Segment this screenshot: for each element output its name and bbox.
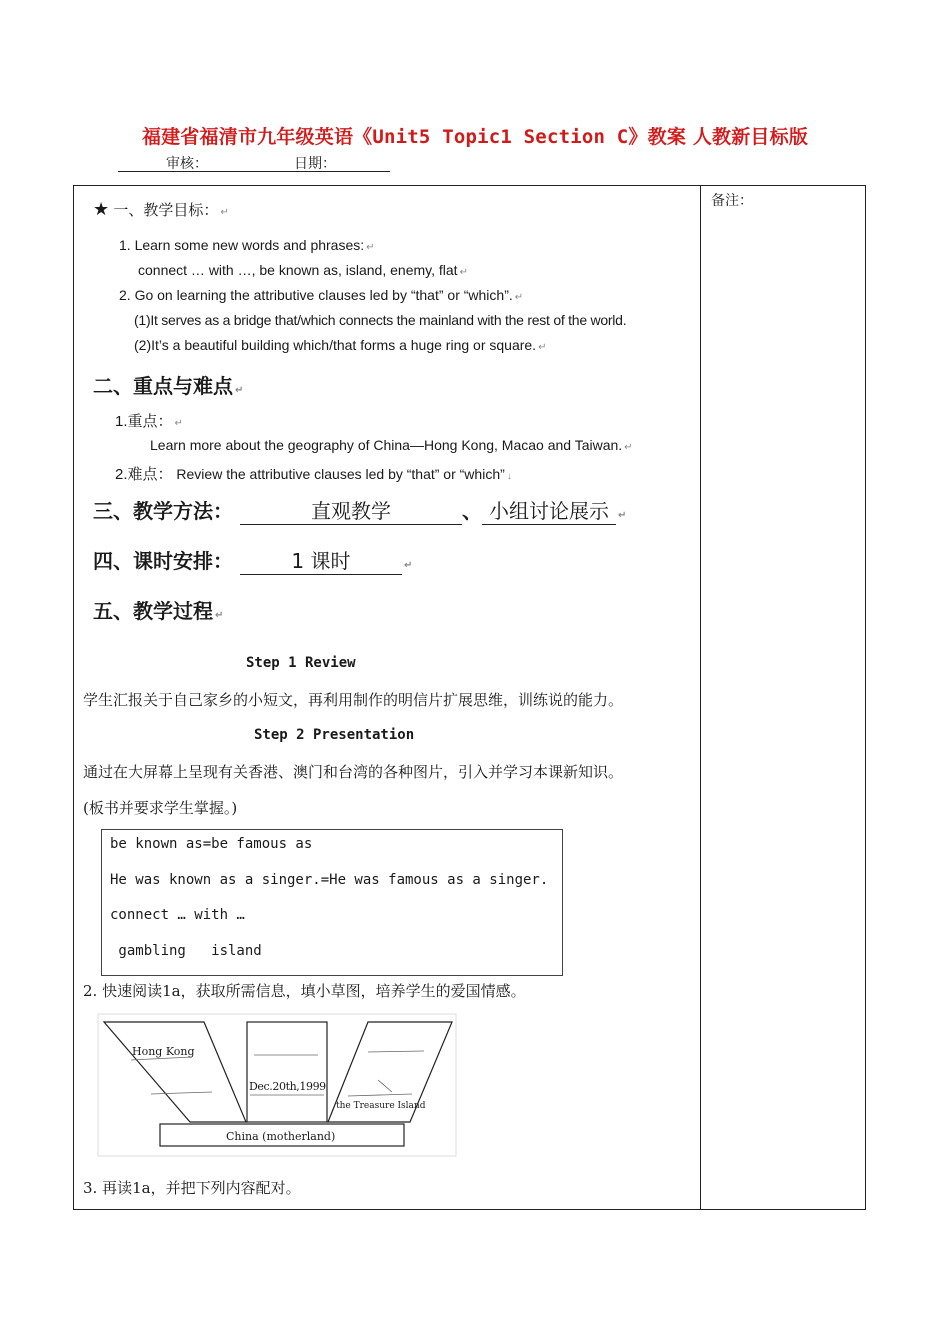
board-line-4: gambling island: [110, 943, 262, 959]
step-2-note: (板书并要求学生掌握。): [83, 799, 238, 817]
objectives-heading: ★ 一、教学目标： ↵: [93, 199, 229, 219]
step-2-title: Step 2 Presentation: [254, 727, 415, 743]
hong-kong-label: Hong Kong: [132, 1045, 195, 1058]
board-line-2: He was known as a singer.=He was famous as a singer.: [110, 872, 549, 888]
objective-example-1: (1)It serves as a bridge that/which connects the mainland with the rest of the world.: [134, 312, 627, 328]
macao-panel: [247, 1022, 327, 1122]
key-point-1-text: Learn more about the geography of China—Hong Kong, Macao and Taiwan. ↵: [150, 437, 633, 453]
step-2-text: 通过在大屏幕上呈现有关香港、澳门和台湾的各种图片，引入并学习本课新知识。: [83, 763, 624, 781]
step-1-title: Step 1 Review: [246, 655, 356, 671]
key-point-2: 2.难点： Review the attributive clauses led by “that” or “which” ↓: [115, 466, 512, 483]
treasure-island-label: the Treasure Island: [336, 1101, 426, 1111]
star-icon: ★: [93, 199, 110, 219]
objective-item-2: 2. Go on learning the attributive clauses led by “that” or “which”. ↵: [119, 287, 524, 303]
task-3-text: 3. 再读1a，并把下列内容配对。: [83, 1179, 301, 1197]
method-1: 直观教学: [240, 495, 462, 525]
reviewer-label: 审核：: [166, 156, 208, 172]
china-motherland-label: China (motherland): [226, 1130, 336, 1143]
schedule-value: 1 课时: [240, 545, 402, 575]
schedule-heading: 四、课时安排： 1 课时 ↵: [93, 545, 412, 575]
remark-label: 备注：: [711, 193, 753, 209]
board-line-1: be known as=be famous as: [110, 836, 313, 852]
objective-item-1: 1. Learn some new words and phrases: ↵: [119, 237, 375, 253]
column-divider: [700, 185, 701, 1210]
step-1-text: 学生汇报关于自己家乡的小短文，再利用制作的明信片扩展思维，训练说的能力。: [83, 691, 624, 709]
date-label: 日期：: [294, 156, 336, 172]
macao-date-label: Dec.20th,1999: [249, 1080, 326, 1093]
process-heading: 五、教学过程 ↵: [93, 599, 224, 623]
review-date-line: [118, 153, 390, 172]
key-point-1-label: 1.重点： ↵: [115, 413, 183, 430]
board-line-3: connect … with …: [110, 907, 245, 923]
objective-item-1-words: connect … with …, be known as, island, enemy, flat ↵: [138, 262, 468, 278]
method-2: 小组讨论展示: [482, 495, 616, 525]
key-points-heading: 二、重点与难点 ↵: [93, 374, 244, 398]
document-title: 福建省福清市九年级英语《Unit5 Topic1 Section C》教案 人教新目标版: [141, 126, 809, 148]
task-2-text: 2. 快速阅读1a，获取所需信息，填小草图，培养学生的爱国情感。: [83, 982, 526, 1000]
methods-heading: 三、教学方法： 直观教学 、 小组讨论展示 ↵: [93, 495, 626, 525]
objective-example-2: (2)It’s a beautiful building which/that forms a huge ring or square. ↵: [134, 337, 547, 353]
